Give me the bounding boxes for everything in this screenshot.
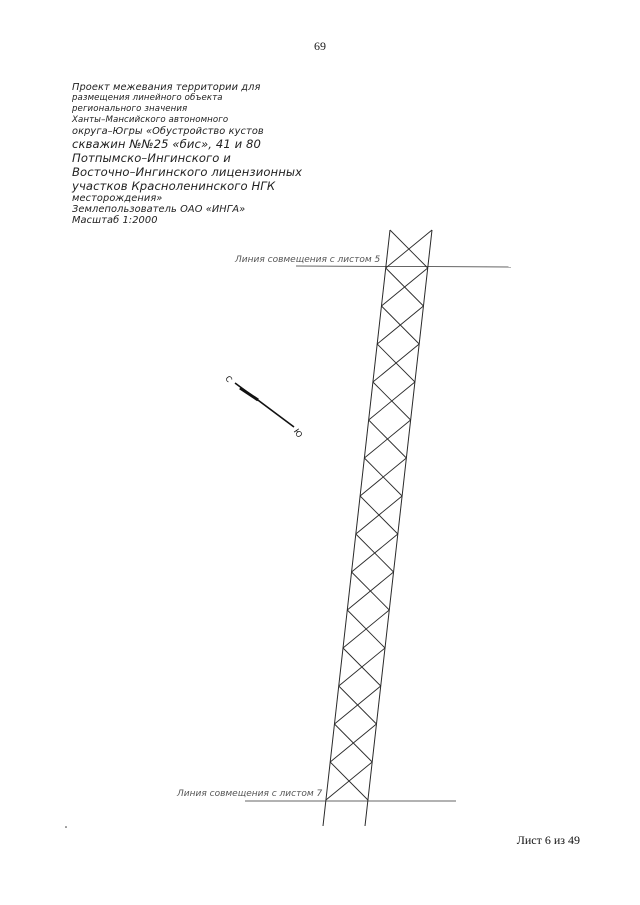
title-line: месторождения» bbox=[72, 193, 163, 204]
title-line: Потпымско–Ингинского и bbox=[72, 151, 231, 165]
north-arrow bbox=[223, 374, 304, 439]
hatch-cross-3 bbox=[377, 344, 415, 382]
title-line: участков Красноленинского НГК bbox=[72, 179, 276, 193]
title-line: регионального значения bbox=[72, 104, 188, 114]
hatch-cross-4 bbox=[369, 382, 415, 420]
combo-line-top-label: Линия совмещения с листом 5 bbox=[235, 255, 381, 265]
sheet-number: Лист 6 из 49 bbox=[516, 833, 580, 847]
speck-mark bbox=[65, 826, 67, 828]
title-line: размещения линейного объекта bbox=[72, 93, 223, 103]
combo-line-bottom-label: Линия совмещения с листом 7 bbox=[177, 789, 323, 799]
hatch-cross-1 bbox=[386, 268, 424, 306]
title-line: Восточно–Ингинского лицензионных bbox=[72, 165, 303, 179]
title-line: округа–Югры «Обустройство кустов bbox=[72, 126, 264, 137]
hatch-cross-13 bbox=[334, 724, 372, 762]
title-line: Проект межевания территории для bbox=[72, 82, 261, 93]
hatch-cross-12 bbox=[334, 686, 380, 724]
south-letter: Ю bbox=[291, 427, 305, 440]
hatch-cross-5 bbox=[369, 420, 407, 458]
hatch-cross-14 bbox=[326, 762, 372, 800]
title-line: скважин №№25 «бис», 41 и 80 bbox=[72, 137, 261, 151]
hatch-cross-8 bbox=[352, 534, 398, 572]
corridor-right-edge bbox=[365, 230, 432, 826]
title-line: Масштаб 1:2000 bbox=[72, 215, 158, 226]
hatch-cross-7 bbox=[360, 496, 398, 534]
title-line: Ханты–Мансийского автономного bbox=[72, 115, 229, 125]
combo-line-top bbox=[296, 266, 511, 267]
corridor-hatching bbox=[326, 230, 432, 800]
hatch-cross-2 bbox=[377, 306, 423, 344]
hatch-cross-9 bbox=[352, 572, 390, 610]
hatch-cross-0 bbox=[386, 230, 432, 268]
corridor-left-edge bbox=[323, 230, 390, 826]
hatch-cross-6 bbox=[360, 458, 406, 496]
title-line: Землепользователь ОАО «ИНГА» bbox=[72, 204, 246, 215]
hatch-cross-11 bbox=[343, 648, 381, 686]
hatch-cross-10 bbox=[343, 610, 389, 648]
north-letter: С bbox=[223, 374, 234, 384]
page-number: 69 bbox=[314, 39, 326, 53]
